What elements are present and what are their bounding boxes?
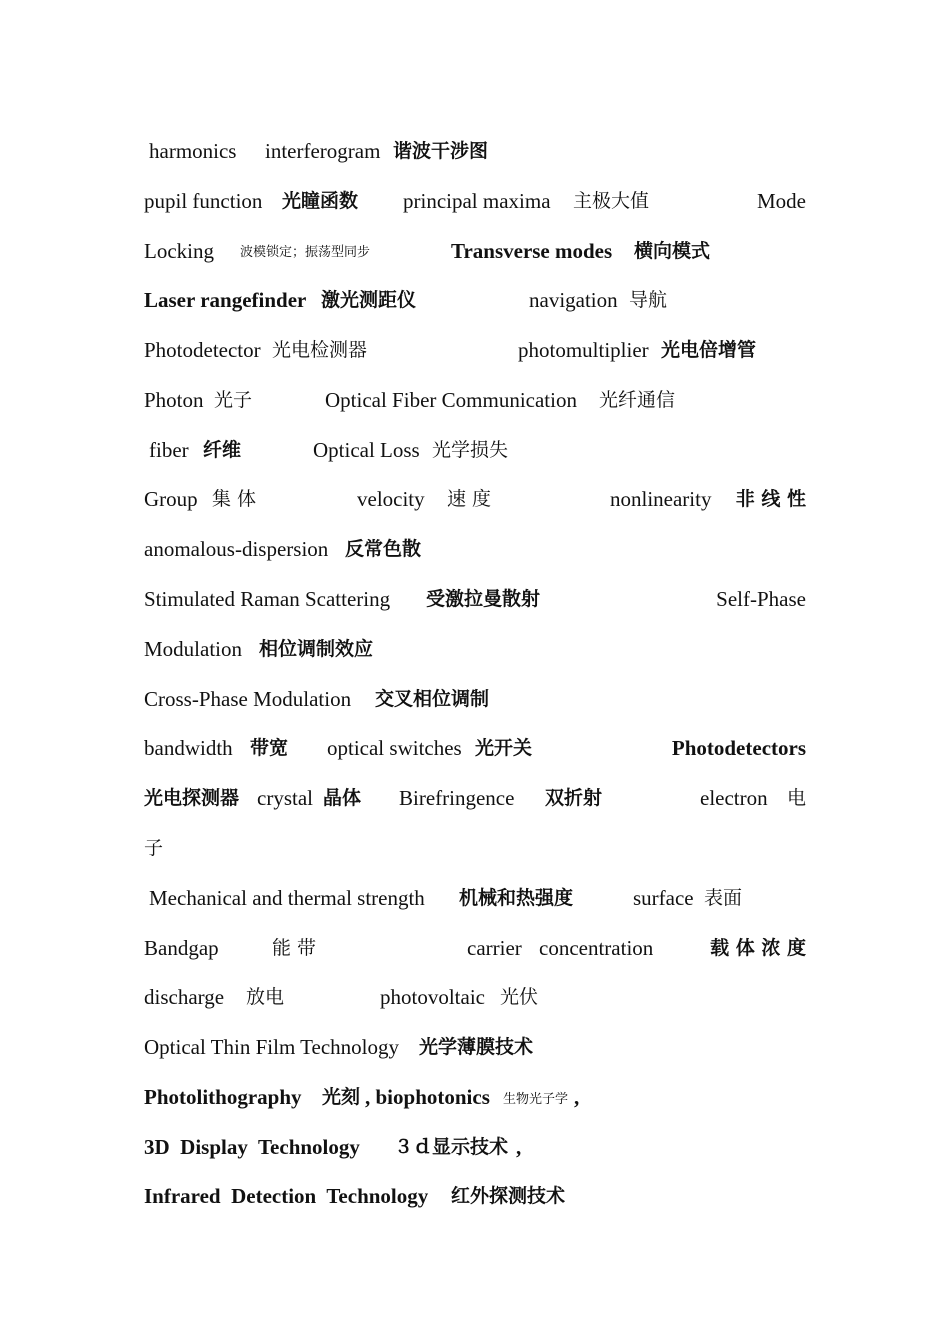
term-en: Infrared Detection Technology [144,1184,429,1208]
term-en: anomalous-dispersion [144,537,329,561]
term-zh: 载 体 浓 度 [710,937,806,959]
term-en: Photodetectors [671,736,806,760]
term-en: Locking [144,239,214,263]
term-zh: 表面 [704,887,743,909]
term-en: pupil function [144,189,263,213]
term-zh: 横向模式 [634,240,711,262]
term-en: Photodetector [144,338,261,362]
term-en: Mechanical and thermal strength [149,886,425,910]
term-line [144,186,806,216]
term-line [144,733,806,763]
term-zh: 晶体 [323,787,362,809]
term-en: principal maxima [403,189,551,213]
term-en: Self-Phase [716,587,806,611]
term-zh: 波模锁定；振荡型同步 [240,245,371,260]
term-en: Laser rangefinder [144,288,307,312]
term-en: 3D Display Technology [144,1135,360,1159]
term-en: Optical Thin Film Technology [144,1035,399,1059]
term-en: discharge [144,985,225,1009]
term-zh: 光纤通信 [599,389,676,411]
term-zh: 带宽 [250,737,289,759]
term-en: surface [633,886,694,910]
term-en: Photon [144,388,204,412]
term-line [144,1181,806,1211]
term-en: Birefringence [399,786,515,810]
term-zh: 光学薄膜技术 [419,1036,534,1058]
term-en: , biophotonics [365,1085,490,1109]
term-en: velocity [357,487,425,511]
term-en: Optical Fiber Communication [325,388,577,412]
term-zh: 速 度 [447,488,492,510]
term-zh: 光伏 [500,986,539,1008]
term-line [144,1032,806,1062]
term-en: Transverse modes [451,239,613,263]
term-en: Modulation [144,637,242,661]
term-en: interferogram [265,139,381,163]
term-zh: 光学损失 [432,439,509,461]
term-en: photovoltaic [380,985,485,1009]
term-en: bandwidth [144,736,233,760]
term-en: Bandgap [144,936,219,960]
term-zh: 受激拉曼散射 [426,588,541,610]
term-line [144,584,806,614]
term-line [144,285,806,315]
term-zh: 光子 [214,389,253,411]
term-line [144,1082,806,1112]
term-zh: 相位调制效应 [259,638,374,660]
term-zh: 放电 [246,986,285,1008]
term-zh: 红外探测技术 [451,1185,566,1207]
term-en: electron [700,786,768,810]
term-line [144,1132,806,1162]
term-en: fiber [149,438,189,462]
term-zh: 能 带 [272,937,317,959]
term-line [144,634,806,664]
term-zh: 生物光子学 [503,1092,569,1107]
term-line [144,335,806,365]
term-en: nonlinearity [610,487,712,511]
term-zh: 光电探测器 [144,787,240,809]
term-line [144,484,806,514]
term-zh: 电 [786,787,806,809]
term-zh: 交叉相位调制 [375,688,490,710]
term-line [144,435,806,465]
term-zh: 光电倍增管 [661,339,757,361]
term-en: navigation [529,288,618,312]
term-zh: 导航 [629,289,668,311]
term-line [144,783,806,813]
term-line [144,883,806,913]
term-line [144,534,806,564]
term-zh: 激光测距仪 [321,289,417,311]
term-line [144,982,806,1012]
term-line [144,136,806,166]
term-en: carrier [467,936,522,960]
term-zh: 纤维 [203,439,242,461]
term-line [144,684,806,714]
term-line [144,933,806,963]
punctuation: , [574,1085,580,1109]
term-zh: 光开关 [475,737,533,759]
term-en: Photolithography [144,1085,302,1109]
term-zh: 机械和热强度 [459,887,574,909]
term-en: concentration [539,936,654,960]
term-en: Optical Loss [313,438,420,462]
term-en: crystal [257,786,313,810]
term-line [144,236,806,266]
term-zh: 双折射 [545,787,603,809]
term-zh: 光刻 [322,1086,361,1108]
term-zh: ３ｄ显示技术 [394,1136,509,1158]
term-zh: 光电检测器 [272,339,368,361]
term-line [144,385,806,415]
term-en: optical switches [327,736,462,760]
term-en: Group [144,487,198,511]
term-zh: 子 [144,837,164,859]
punctuation: , [516,1135,522,1159]
term-zh: 集 体 [212,488,257,510]
term-en: Mode [757,189,806,213]
term-en: harmonics [149,139,237,163]
term-en: Stimulated Raman Scattering [144,587,391,611]
term-en: photomultiplier [518,338,649,362]
term-zh: 光瞳函数 [282,190,359,212]
term-en: Cross-Phase Modulation [144,687,352,711]
term-line [144,833,806,863]
term-zh: 谐波干涉图 [393,140,489,162]
term-zh: 反常色散 [345,538,422,560]
term-zh: 主极大值 [573,190,650,212]
term-zh: 非 线 性 [735,488,806,510]
